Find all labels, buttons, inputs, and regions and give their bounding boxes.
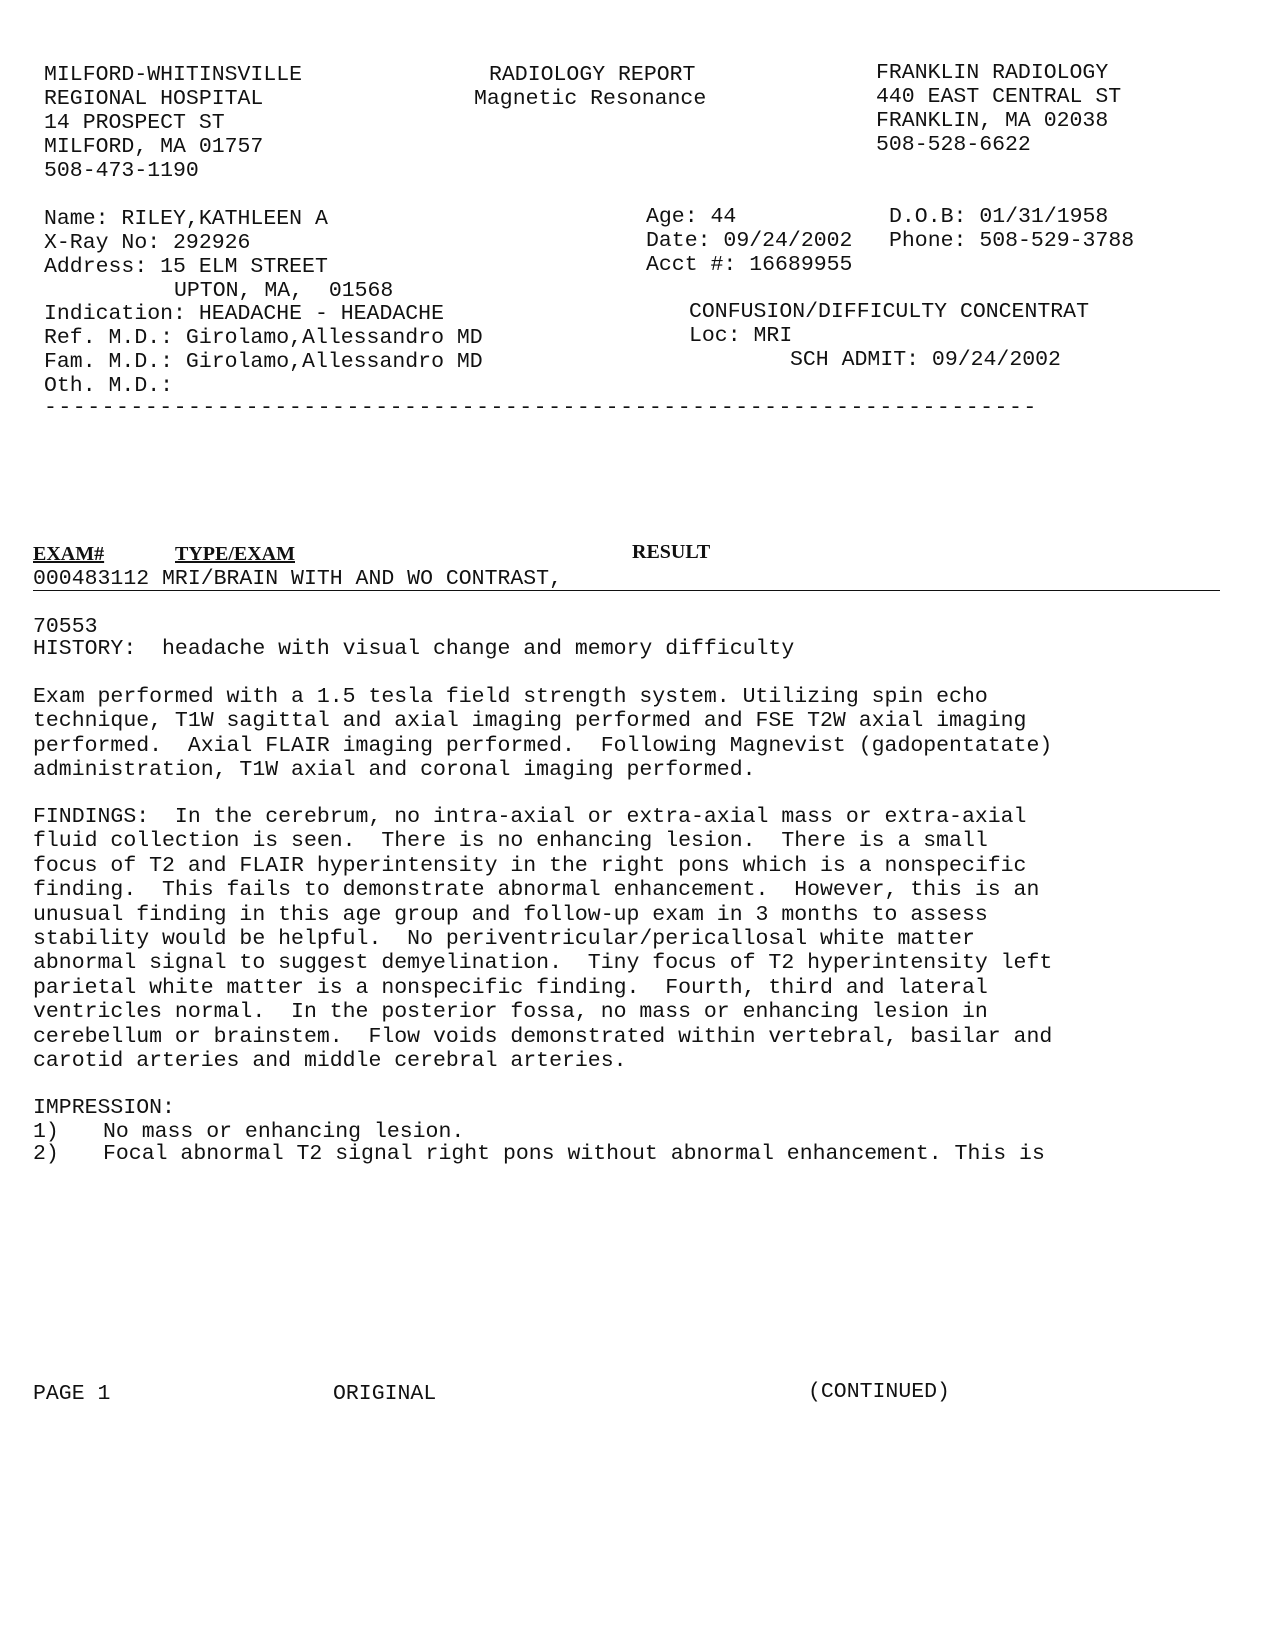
- exam-date: Date: 09/24/2002: [646, 229, 853, 253]
- exam-findings: FINDINGS: In the cerebrum, no intra-axial or extra-axial mass or extra-axial fluid collection is seen. There is no enhancing lesion. There is a small focus of T2 and FLAIR hyperintensity in the right pons which is a nonspecific finding. This fails to demonstrate abnormal enhancement. However, this is an unusual finding in this age group and follow-up exam in 3 months to assess stability would be helpful. No periventricular/pericallosal white matter abnormal signal to suggest demyelination. Tiny focus of T2 hyperintensity left parietal white matter is a nonspecific finding. Fourth, third and lateral ventricles normal. In the posterior fossa, no mass or enhancing lesion in cerebellum or brainstem. Flow voids demonstrated within vertebral, basilar and carotid arteries and middle cerebral arteries.: [33, 805, 1053, 1074]
- exam-technique: Exam performed with a 1.5 tesla field strength system. Utilizing spin echo technique, T1W sagittal and axial imaging performed and FSE T2W axial imaging performed. Axial FLAIR imaging performed. Following Magnevist (gadopentatate) administration, T1W axial and coronal imaging performed.: [33, 685, 1053, 783]
- complaint: CONFUSION/DIFFICULTY CONCENTRAT: [689, 300, 1089, 324]
- facility-street: 440 EAST CENTRAL ST: [876, 85, 1122, 109]
- hospital-name-line1: MILFORD-WHITINSVILLE: [44, 63, 303, 87]
- facility-phone: 508-528-6622: [876, 133, 1031, 157]
- footer-continued: (CONTINUED): [808, 1380, 950, 1404]
- impression-2-number: 2): [33, 1142, 59, 1166]
- patient-xray-no: X-Ray No: 292926: [44, 231, 251, 255]
- hospital-name-line2: REGIONAL HOSPITAL: [44, 87, 264, 111]
- fam-md: Fam. M.D.: Girolamo,Allessandro MD: [44, 350, 483, 374]
- patient-phone: Phone: 508-529-3788: [889, 229, 1135, 253]
- impression-label: IMPRESSION:: [33, 1096, 175, 1120]
- exam-history: HISTORY: headache with visual change and memory difficulty: [33, 637, 795, 661]
- patient-indication: Indication: HEADACHE - HEADACHE: [44, 302, 444, 326]
- facility-name: FRANKLIN RADIOLOGY: [876, 61, 1109, 85]
- patient-address: Address: 15 ELM STREET: [44, 255, 328, 279]
- report-subtitle: Magnetic Resonance: [474, 87, 707, 111]
- oth-md: Oth. M.D.:: [44, 374, 174, 398]
- patient-address-city: UPTON, MA, 01568: [174, 279, 394, 303]
- separator-line: ---------------------------------------------------------------------: [44, 396, 1038, 420]
- footer-page: PAGE 1: [33, 1382, 111, 1406]
- impression-1-text: No mass or enhancing lesion.: [103, 1120, 465, 1144]
- column-type: TYPE/EXAM: [175, 543, 295, 565]
- hospital-street: 14 PROSPECT ST: [44, 111, 225, 135]
- location: Loc: MRI: [689, 324, 793, 348]
- ref-md: Ref. M.D.: Girolamo,Allessandro MD: [44, 326, 483, 350]
- patient-age: Age: 44: [646, 205, 737, 229]
- footer-original: ORIGINAL: [333, 1382, 437, 1406]
- column-exam: EXAM#: [33, 543, 105, 565]
- column-result: RESULT: [632, 541, 711, 563]
- exam-line: 000483112 MRI/BRAIN WITH AND WO CONTRAST,: [33, 567, 562, 591]
- report-title: RADIOLOGY REPORT: [489, 63, 696, 87]
- impression-1-number: 1): [33, 1120, 59, 1144]
- facility-city: FRANKLIN, MA 02038: [876, 109, 1109, 133]
- hospital-phone: 508-473-1190: [44, 159, 199, 183]
- patient-dob: D.O.B: 01/31/1958: [889, 205, 1109, 229]
- exam-code: 70553: [33, 615, 98, 639]
- patient-name: Name: RILEY,KATHLEEN A: [44, 207, 328, 231]
- hospital-city: MILFORD, MA 01757: [44, 135, 264, 159]
- sch-admit: SCH ADMIT: 09/24/2002: [790, 348, 1061, 372]
- account-number: Acct #: 16689955: [646, 253, 853, 277]
- impression-2-text: Focal abnormal T2 signal right pons without abnormal enhancement. This is: [103, 1142, 1045, 1166]
